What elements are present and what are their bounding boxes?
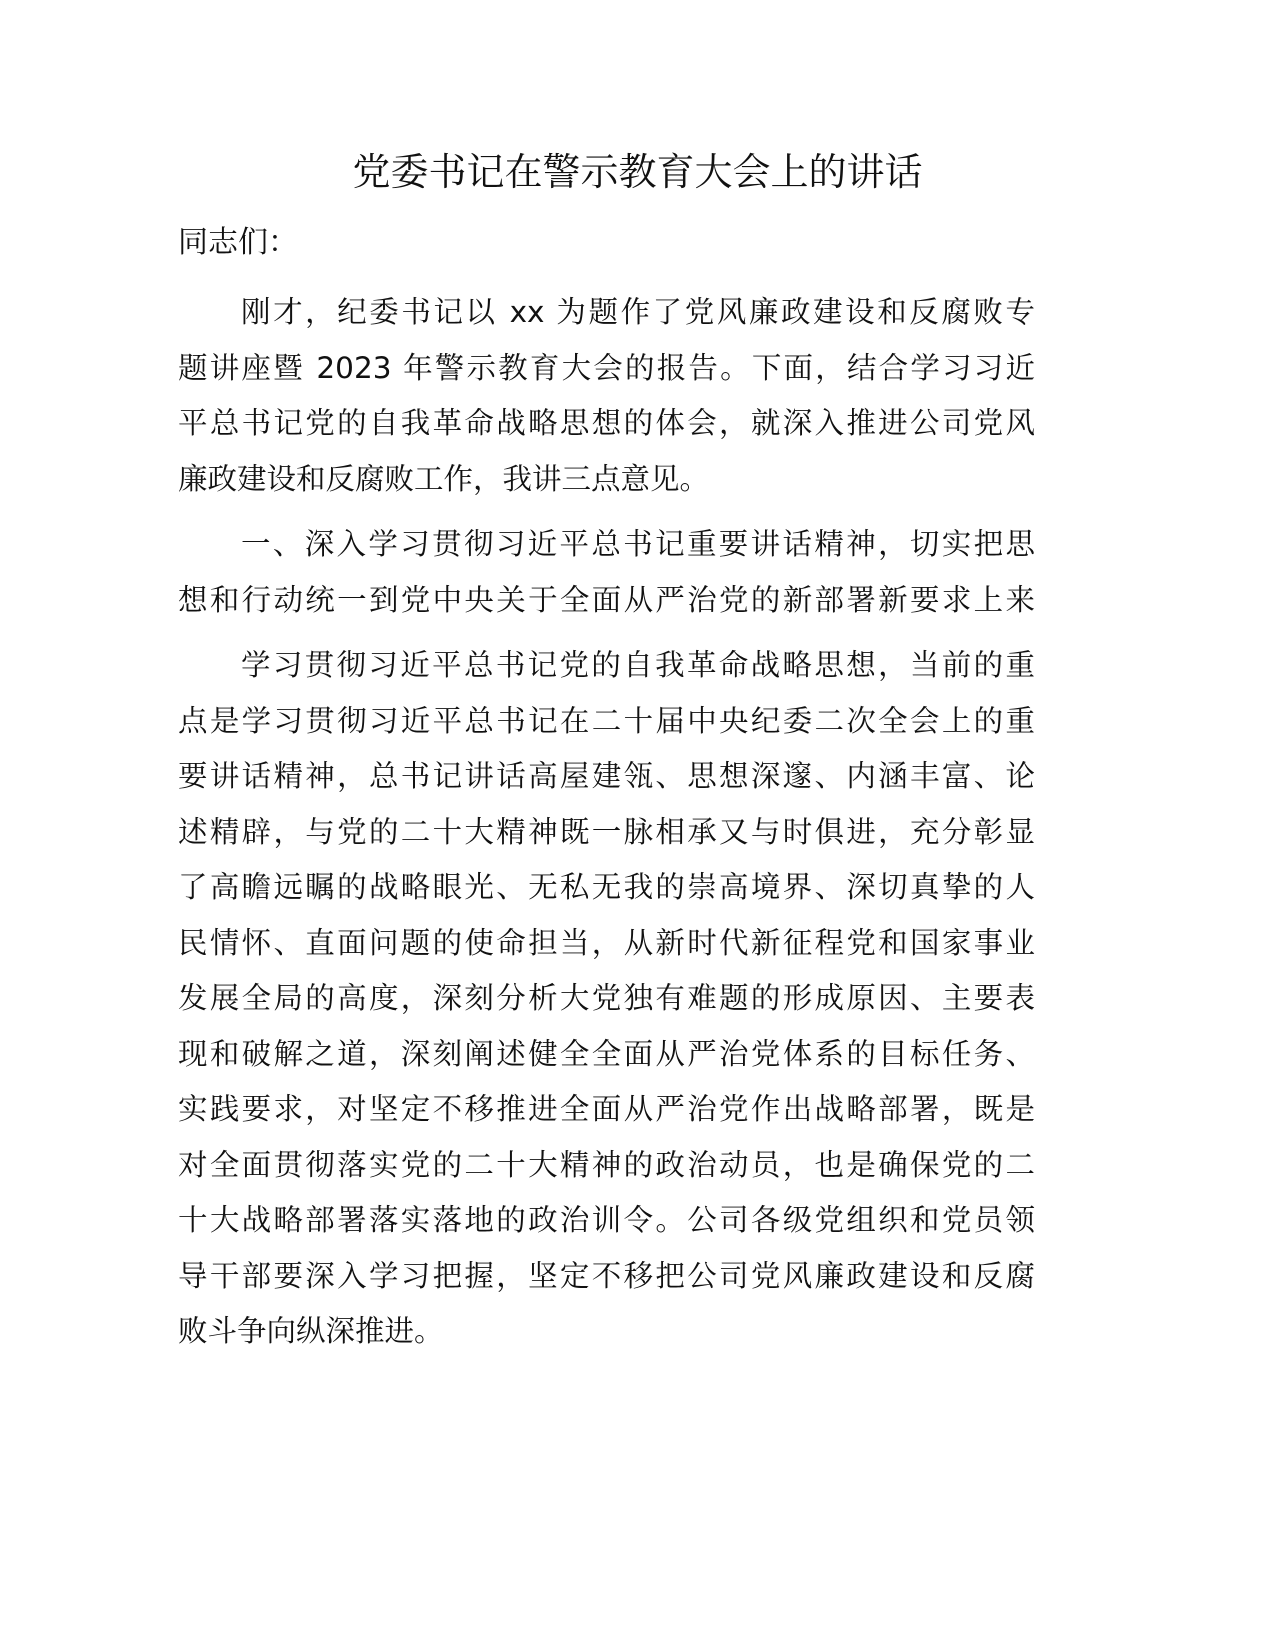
text-line: 述精辟，与党的二十大精神既一脉相承又与时俱进，充分彰显 xyxy=(178,814,1035,849)
section-heading-1 xyxy=(178,517,1035,628)
text-line: 十大战略部署落实落地的政治训令。公司各级党组织和党员领 xyxy=(178,1203,1035,1237)
text-line: 民情怀、直面问题的使命担当，从新时代新征程党和国家事业 xyxy=(178,925,1035,960)
text-line: 发展全局的高度，深刻分析大党独有难题的形成原因、主要表 xyxy=(178,981,1035,1015)
text-line: 点是学习贯彻习近平总书记在二十届中央纪委二次全会上的重 xyxy=(178,703,1035,738)
text-line: 了高瞻远瞩的战略眼光、无私无我的崇高境界、深切真挚的人 xyxy=(178,870,1035,904)
document-title: 党委书记在警示教育大会上的讲话 xyxy=(352,150,923,194)
text-line: 刚才，纪委书记以 xx 为题作了党风廉政建设和反腐败专 xyxy=(241,295,1035,329)
text-line: 想和行动统一到党中央关于全面从严治党的新部署新要求上来 xyxy=(178,582,1035,617)
text-line: 题讲座暨 2023 年警示教育大会的报告。下面，结合学习习近 xyxy=(178,350,1035,385)
text-line: 一、深入学习贯彻习近平总书记重要讲话精神，切实把思 xyxy=(241,527,1035,561)
text-line: 要讲话精神，总书记讲话高屋建瓴、思想深邃、内涵丰富、论 xyxy=(178,759,1035,793)
text-line: 现和破解之道，深刻阐述健全全面从严治党体系的目标任务、 xyxy=(178,1036,1035,1071)
text-line: 对全面贯彻落实党的二十大精神的政治动员，也是确保党的二 xyxy=(178,1147,1035,1182)
paragraph-intro xyxy=(178,285,1035,507)
text-line: 廉政建设和反腐败工作，我讲三点意见。 xyxy=(178,461,710,496)
text-line: 平总书记党的自我革命战略思想的体会，就深入推进公司党风 xyxy=(178,406,1035,440)
text-line: 导干部要深入学习把握，坚定不移把公司党风廉政建设和反腐 xyxy=(178,1258,1035,1293)
text-line: 败斗争向纵深推进。 xyxy=(178,1314,444,1348)
text-line: 实践要求，对坚定不移推进全面从严治党作出战略部署，既是 xyxy=(178,1092,1035,1126)
text-line: 学习贯彻习近平总书记党的自我革命战略思想，当前的重 xyxy=(241,648,1035,682)
paragraph-body xyxy=(178,638,1035,1360)
salutation: 同志们： xyxy=(178,225,298,260)
